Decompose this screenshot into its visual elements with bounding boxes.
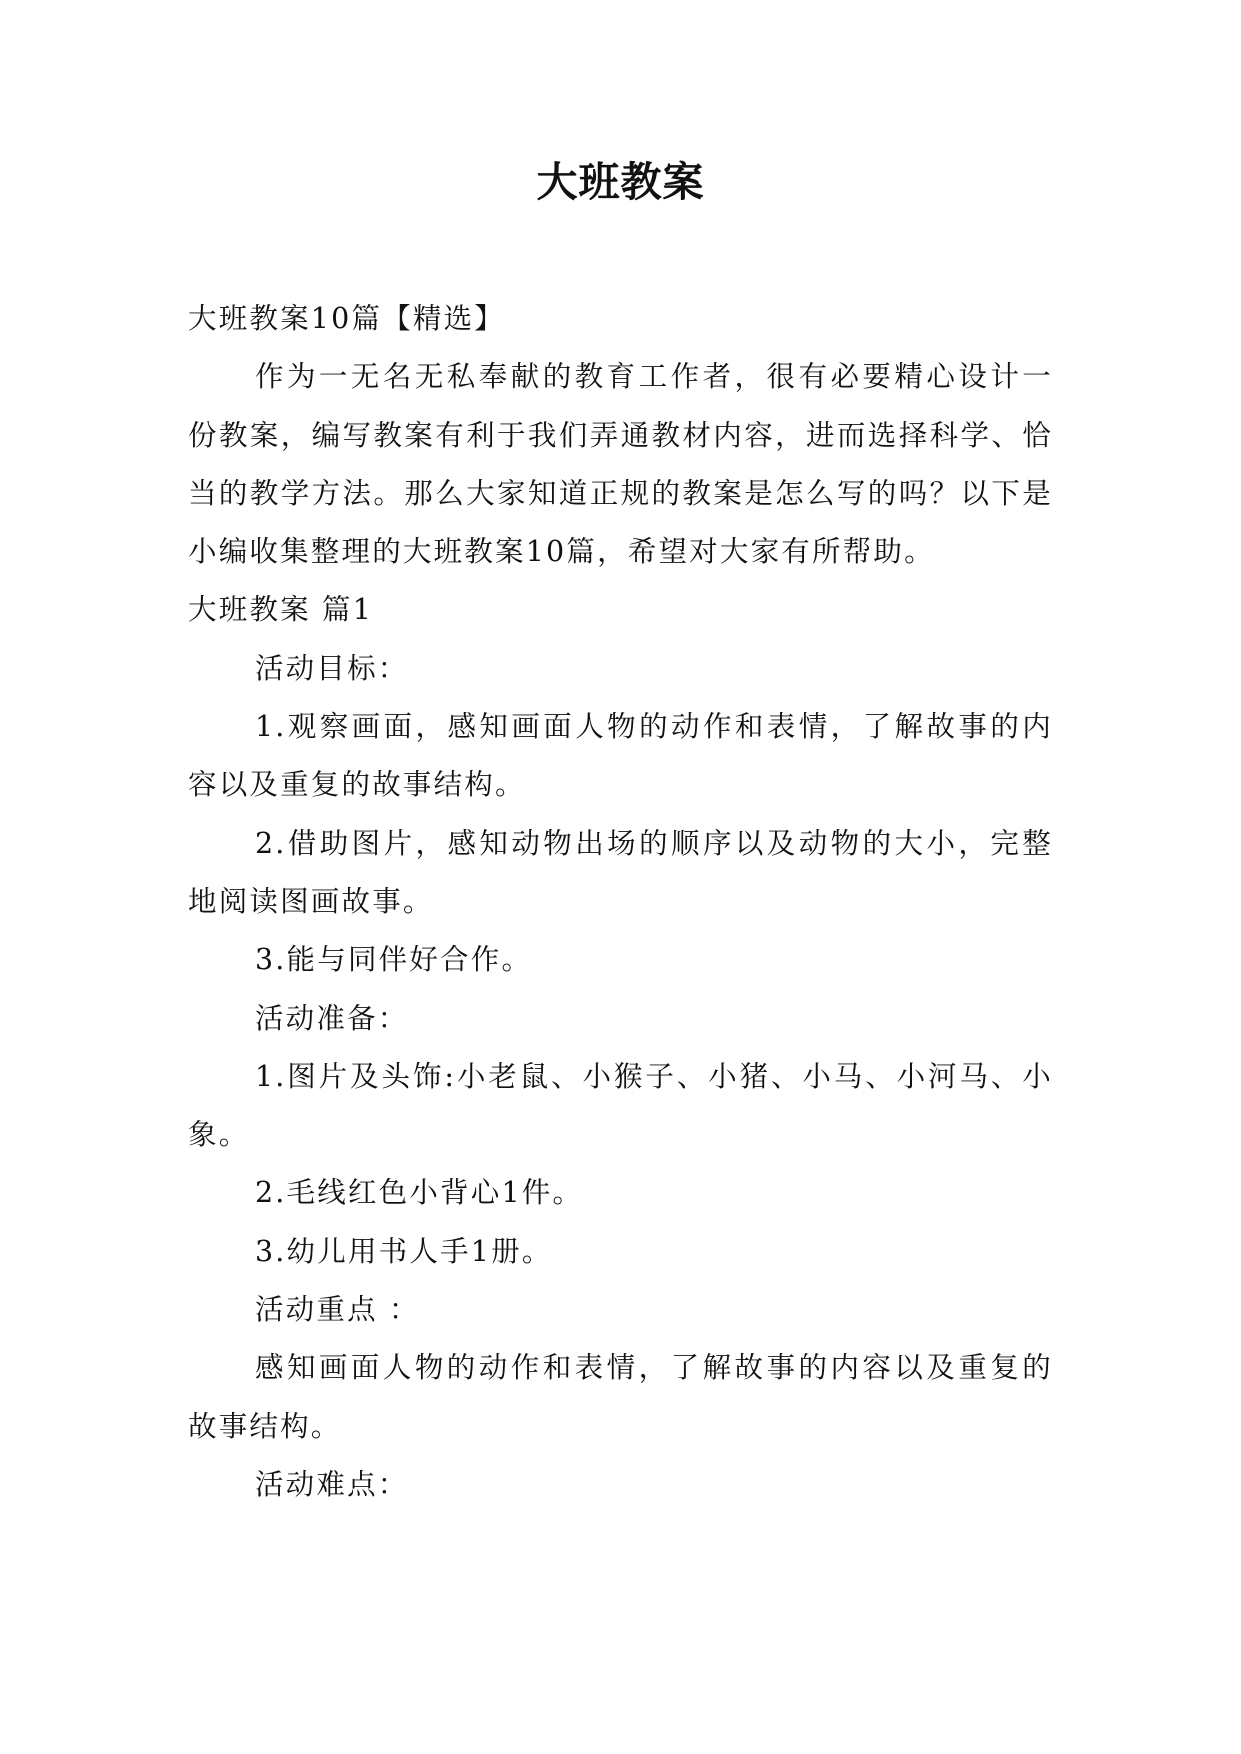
body-paragraph: 3.能与同伴好合作。: [254, 943, 533, 977]
body-paragraph: 作为一无名无私奉献的教育工作者，很有必要精心设计一份教案，编写教案有利于我们弄通教材内容，进而选择科学、恰当的教学方法。那么大家知道正规的教案是怎么写的吗？以下是小编收集整理的大班教案10篇，希望对大家有所帮助。: [188, 360, 1053, 569]
body-paragraph: 感知画面人物的动作和表情，了解故事的内容以及重复的故事结构。: [188, 1351, 1053, 1443]
body-paragraph: 1.观察画面，感知画面人物的动作和表情，了解故事的内容以及重复的故事结构。: [188, 710, 1053, 802]
body-paragraph: 2.毛线红色小背心1件。: [254, 1176, 584, 1210]
body-paragraph: 活动准备：: [254, 1001, 409, 1035]
section-heading: 大班教案10篇【精选】: [188, 302, 505, 335]
body-paragraph: 活动目标：: [254, 651, 409, 685]
body-paragraph: 活动难点：: [254, 1467, 409, 1501]
document-title: 大班教案: [536, 158, 705, 206]
body-paragraph: 2.借助图片，感知动物出场的顺序以及动物的大小，完整地阅读图画故事。: [188, 826, 1053, 918]
body-paragraph: 活动重点 ：: [254, 1293, 420, 1327]
body-paragraph: 1.图片及头饰:小老鼠、小猴子、小猪、小马、小河马、小象。: [188, 1059, 1053, 1152]
body-paragraph: 3.幼儿用书人手1册。: [254, 1234, 553, 1268]
document-body: [188, 290, 1053, 1514]
section-heading: 大班教案 篇1: [188, 593, 374, 627]
